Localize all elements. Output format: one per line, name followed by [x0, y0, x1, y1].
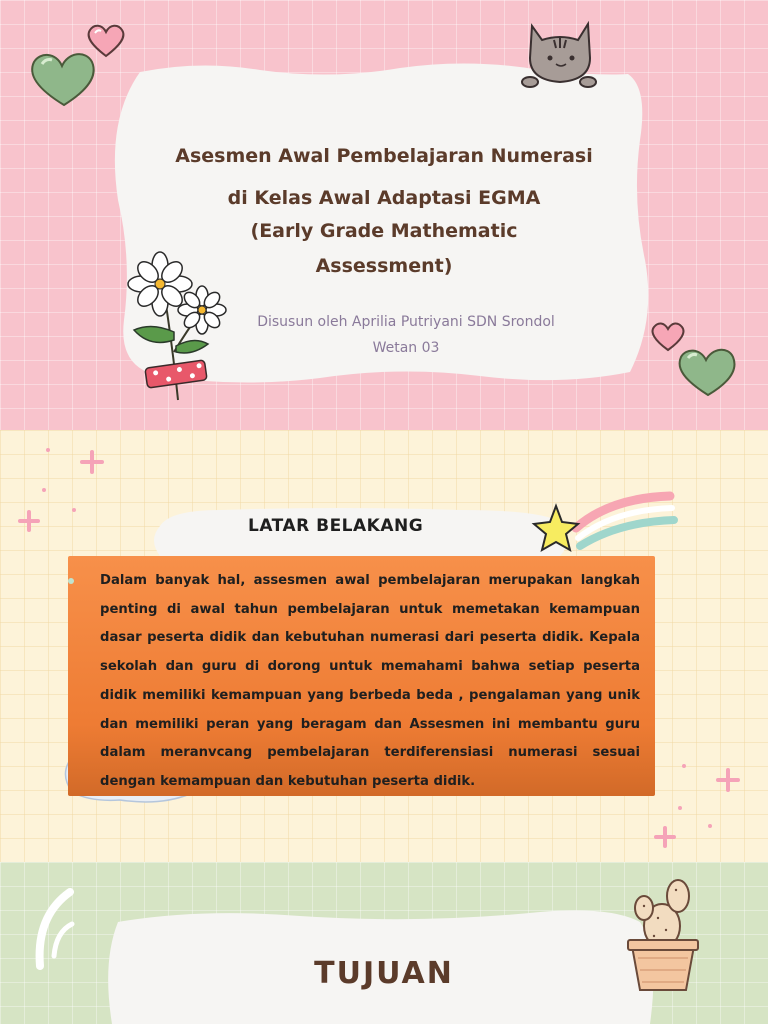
cover-card [0, 0, 768, 430]
star-rainbow-icon [530, 486, 680, 566]
cover-author-line-1: Disusun oleh Aprilia Putriyani SDN Srondol [257, 314, 555, 330]
cover-title-line-3: (Early Grade Mathematic [250, 220, 518, 242]
cover-title-line-2: di Kelas Awal Adaptasi EGMA [227, 187, 541, 209]
cover-title-line-1: Asesmen Awal Pembelajaran Numerasi [175, 145, 593, 167]
cover-title-line-4: Assessment) [315, 255, 453, 277]
bullet-marker [68, 578, 74, 584]
goals-section [0, 862, 768, 1024]
cover-author-line-2: Wetan 03 [372, 340, 440, 356]
heart-icon [28, 50, 98, 108]
background-paragraph: Dalam banyak hal, assesmen awal pembelajaran merupakan langkah penting di awal tahun pembelajaran untuk memetakan kemampuan dasar peserta didik dan kebutuhan numerasi dari peserta didik. Kepala sekolah dan guru di dorong untuk memahami bahwa setiap peserta didik memiliki kemampuan yang berbeda beda , pengalaman yang unik dan memiliki peran yang beragam dan Assesmen ini membantu guru dalam meranvcang pembelajaran terdiferensiasi numerasi sesuai dengan kemampuan dan kebutuhan peserta didik. [100, 573, 640, 789]
section-heading: LATAR BELAKANG [248, 516, 424, 536]
goals-heading: TUJUAN [314, 956, 454, 991]
cat-icon [520, 18, 600, 90]
cover-section [0, 0, 768, 430]
